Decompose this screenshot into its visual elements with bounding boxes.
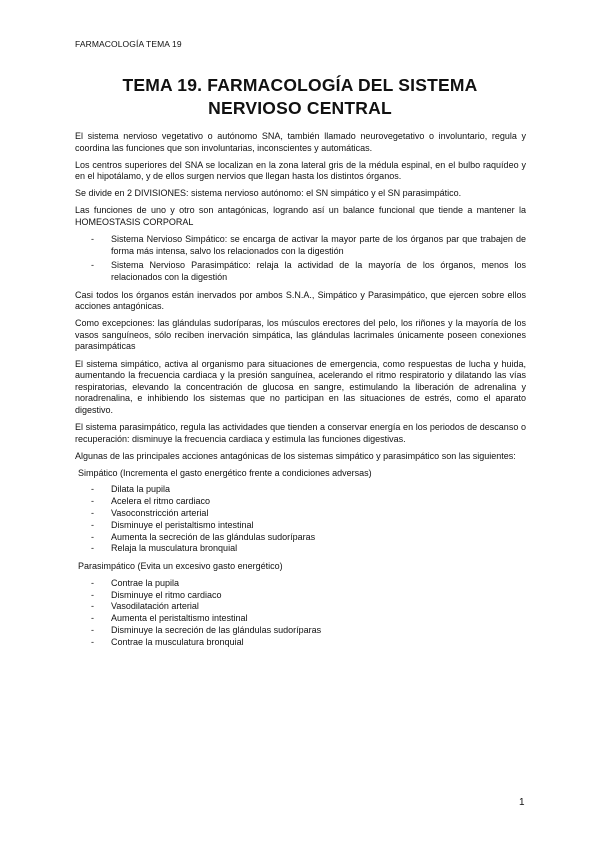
paragraph-parasympathetic: El sistema parasimpático, regula las actividades que tienden a conservar energía en los periodos de descanso o recuperación: disminuye la frecuencia cardiaca y estimula las funciones digestivas. (75, 421, 526, 444)
list-item: - Contrae la musculatura bronquial (75, 637, 526, 649)
division-list (75, 234, 526, 283)
paragraph-divisions: Se divide en 2 DIVISIONES: sistema nervioso autónomo: el SN simpático y el SN parasimpático. (75, 188, 462, 199)
list-item: - Aumenta la secreción de las glándulas sudoríparas (75, 532, 526, 544)
list-item: - Vasodilatación arterial (75, 601, 526, 613)
page-title (75, 74, 525, 120)
sympathetic-label: Simpático (Incrementa el gasto energético frente a condiciones adversas) (78, 467, 372, 478)
list-item: - Disminuye el peristaltismo intestinal (75, 520, 526, 532)
list-item: - Disminuye la secreción de las glándulas sudoríparas (75, 625, 526, 637)
paragraph-intro: El sistema nervioso vegetativo o autónomo SNA, también llamado neurovegetativo o involuntario, regula y coordina las funciones que son involuntarias, inconscientes y automáticas. (75, 131, 526, 153)
parasympathetic-label: Parasimpático (Evita un excesivo gasto energético) (78, 561, 283, 572)
running-header: FARMACOLOGÍA TEMA 19 (75, 39, 182, 49)
parasympathetic-list (75, 578, 526, 649)
list-item: - Sistema Nervioso Parasimpático: relaja la actividad de la mayoría de los órganos, menos los relacionados con la digestión (75, 260, 526, 283)
paragraph-antagonistic: Algunas de las principales acciones antagónicas de los sistemas simpático y parasimpático son las siguientes: (75, 450, 516, 461)
page-number: 1 (519, 797, 525, 808)
sympathetic-list (75, 484, 526, 555)
paragraph-functions: Las funciones de uno y otro son antagónicas, logrando así un balance funcional que tiende a mantener la HOMEOSTASIS CORPORAL (75, 205, 526, 228)
title-line-1: TEMA 19. FARMACOLOGÍA DEL SISTEMA (122, 75, 478, 95)
list-item: - Contrae la pupila (75, 578, 526, 590)
paragraph-centers: Los centros superiores del SNA se localizan en la zona lateral gris de la médula espinal, en el bulbo raquídeo y en el hipotálamo, y de ellos surgen nervios que llegan hasta los distintos órganos. (75, 159, 526, 182)
title-line-2: NERVIOSO CENTRAL (208, 98, 392, 118)
paragraph-sympathetic: El sistema simpático, activa al organismo para situaciones de emergencia, como respuestas de lucha y huida, aumentando la frecuencia cardiaca y la presión sanguínea, acelerando el ritmo respiratorio y dilatando las vías respiratorias, elevando la concentración de glucosa en sangre, estimulando la liberación de adrenalina y noradrenalina, e inhibiendo los sistemas que no participan en las situaciones de estrés, como el aparato digestivo. (75, 358, 526, 415)
paragraph-innervation: Casi todos los órganos están inervados por ambos S.N.A., Simpático y Parasimpático, que ejercen sobre ellos acciones antagónicas. (75, 289, 526, 312)
list-item: - Disminuye el ritmo cardiaco (75, 590, 526, 602)
document-body (75, 131, 526, 655)
list-item: - Dilata la pupila (75, 484, 526, 496)
list-item: - Relaja la musculatura bronquial (75, 543, 526, 555)
list-item: - Sistema Nervioso Simpático: se encarga de activar la mayor parte de los órganos par que trabajen de forma más intensa, salvo los relacionados con la digestión (75, 234, 526, 257)
paragraph-exceptions: Como excepciones: las glándulas sudoríparas, los músculos erectores del pelo, los riñones y la mayoría de los vasos sanguíneos, sólo reciben inervación simpática, las glándulas lacrimales únicamente poseen conexiones parasimpáticas (75, 318, 526, 352)
list-item: - Aumenta el peristaltismo intestinal (75, 613, 526, 625)
list-item: - Vasoconstricción arterial (75, 508, 526, 520)
list-item: - Acelera el ritmo cardiaco (75, 496, 526, 508)
